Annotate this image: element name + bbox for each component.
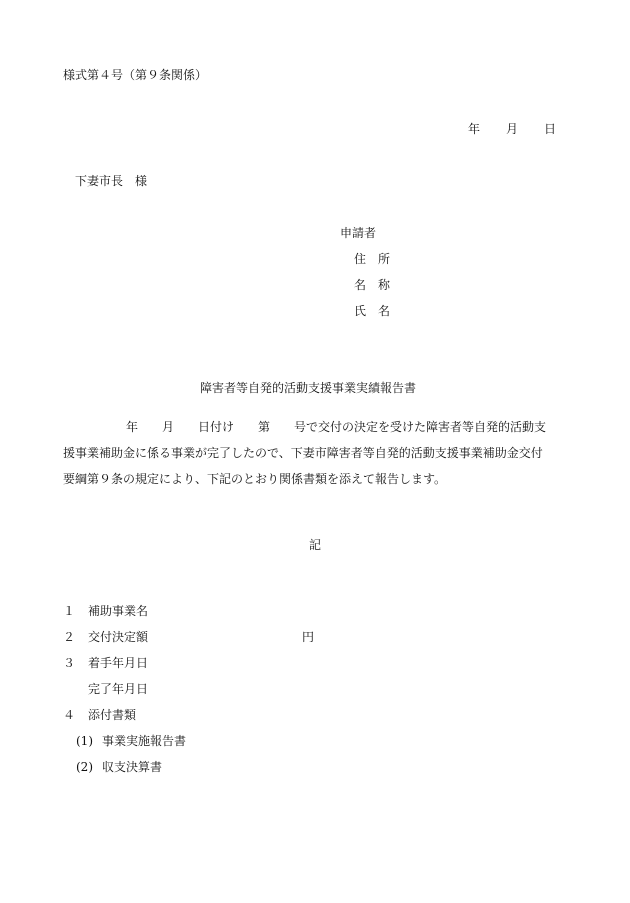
item3-label-end: 完了年月日 bbox=[88, 682, 149, 696]
item1-label: 補助事業名 bbox=[88, 604, 149, 618]
item3-label-start: 着手年月日 bbox=[88, 656, 149, 670]
applicant-heading: 申請者 bbox=[340, 226, 377, 240]
item2-number: ２ bbox=[63, 630, 76, 644]
item4-number: ４ bbox=[63, 708, 76, 722]
date-year: 年 bbox=[468, 122, 481, 136]
item1-number: １ bbox=[63, 604, 76, 618]
sub-item2-label: 収支決算書 bbox=[102, 760, 163, 774]
sub-item1-label: 事業実施報告書 bbox=[102, 734, 187, 748]
form-number: 様式第４号（第９条関係） bbox=[63, 68, 208, 82]
date-day: 日 bbox=[544, 122, 557, 136]
item2-label: 交付決定額 bbox=[88, 630, 149, 644]
item3-number: ３ bbox=[63, 656, 76, 670]
body-line-2: 援事業補助金に係る事業が完了したので、下妻市障害者等自発的活動支援事業補助金交付 bbox=[63, 446, 543, 460]
applicant-person-label: 氏 名 bbox=[354, 304, 391, 318]
applicant-name-label: 名 称 bbox=[354, 278, 391, 292]
addressee: 下妻市長 様 bbox=[75, 174, 148, 188]
sub-item2-number: (2) bbox=[76, 760, 93, 774]
ki-heading: 記 bbox=[309, 538, 322, 552]
item2-unit: 円 bbox=[302, 630, 315, 644]
sub-item1-number: (1) bbox=[76, 734, 93, 748]
item4-label: 添付書類 bbox=[88, 708, 137, 722]
body-line-1: 年 月 日付け 第 号で交付の決定を受けた障害者等自発的活動支 bbox=[126, 420, 547, 434]
document-title: 障害者等自発的活動支援事業実績報告書 bbox=[200, 381, 417, 395]
applicant-address-label: 住 所 bbox=[354, 252, 391, 266]
body-line-3: 要綱第９条の規定により、下記のとおり関係書類を添えて報告します。 bbox=[63, 472, 447, 486]
date-month: 月 bbox=[506, 122, 519, 136]
